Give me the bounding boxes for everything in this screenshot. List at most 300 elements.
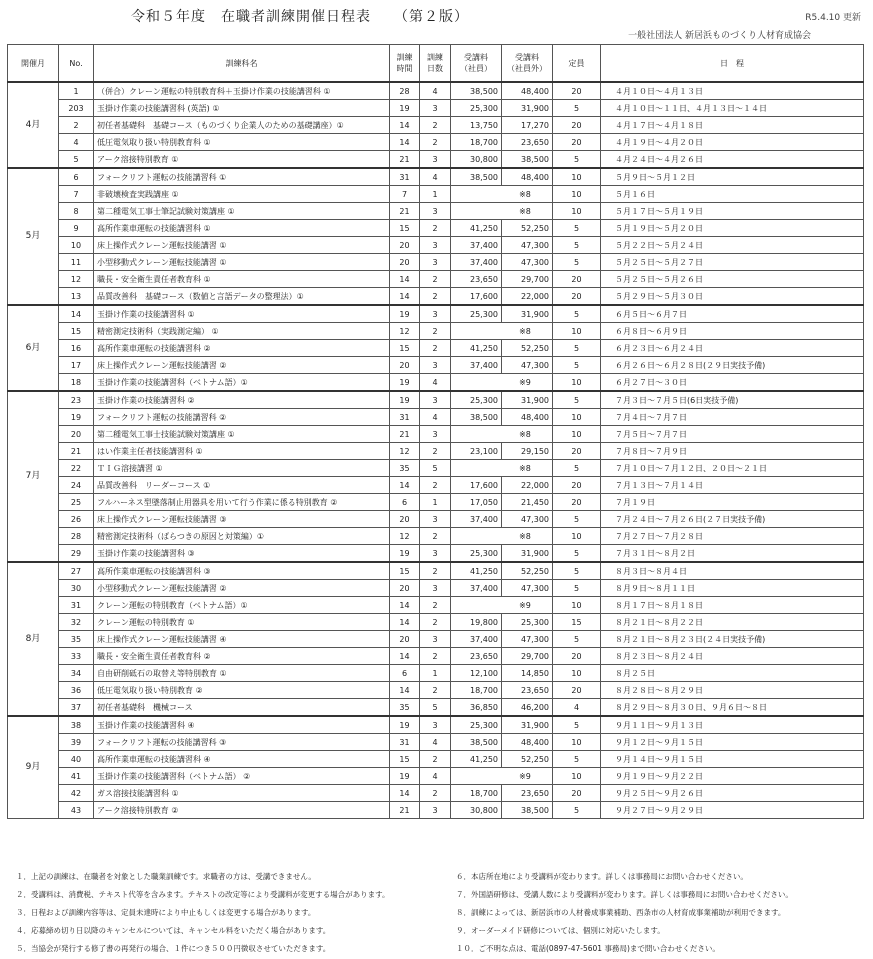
fee-nonmember: 38,500 bbox=[502, 802, 553, 819]
table-row bbox=[8, 734, 864, 751]
table-row bbox=[8, 460, 864, 477]
table-row bbox=[8, 545, 864, 563]
table-row bbox=[8, 220, 864, 237]
course-number: 22 bbox=[59, 460, 94, 477]
fee-member: 25,300 bbox=[451, 545, 502, 563]
course-number: 5 bbox=[59, 151, 94, 169]
course-name: 床上操作式クレーン運転技能講習 ② bbox=[94, 357, 390, 374]
schedule-dates: ８月１７日～８月１８日 bbox=[601, 597, 864, 614]
training-hours: 31 bbox=[390, 168, 420, 186]
schedule-dates: ４月１７日～４月１８日 bbox=[601, 117, 864, 134]
schedule-dates: ４月１０日～１１日、４月１３日～１４日 bbox=[601, 100, 864, 117]
schedule-dates: ５月１７日～５月１９日 bbox=[601, 203, 864, 220]
table-row bbox=[8, 323, 864, 340]
schedule-dates: ６月２６日～６月２８日(２９日実技予備) bbox=[601, 357, 864, 374]
capacity: 5 bbox=[553, 802, 601, 819]
schedule-dates: ７月４日～７月７日 bbox=[601, 409, 864, 426]
schedule-dates: ７月８日～７月９日 bbox=[601, 443, 864, 460]
course-name: アーク溶接特別教育 ① bbox=[94, 151, 390, 169]
table-row bbox=[8, 751, 864, 768]
training-days: 3 bbox=[420, 203, 451, 220]
course-number: 31 bbox=[59, 597, 94, 614]
month-label: 6月 bbox=[8, 305, 59, 391]
capacity: 5 bbox=[553, 391, 601, 409]
training-days: 3 bbox=[420, 237, 451, 254]
training-days: 2 bbox=[420, 751, 451, 768]
training-hours: 19 bbox=[390, 374, 420, 392]
training-days: 2 bbox=[420, 528, 451, 545]
course-name: 自由研削砥石の取替え等特別教育 ① bbox=[94, 665, 390, 682]
training-days: 4 bbox=[420, 374, 451, 392]
training-days: 2 bbox=[420, 117, 451, 134]
training-hours: 35 bbox=[390, 699, 420, 717]
schedule-dates: ７月２７日～７月２８日 bbox=[601, 528, 864, 545]
course-name: 高所作業車運転の技能講習科 ③ bbox=[94, 562, 390, 580]
training-hours: 12 bbox=[390, 443, 420, 460]
course-number: 25 bbox=[59, 494, 94, 511]
capacity: 20 bbox=[553, 477, 601, 494]
note-item: ３．日程および訓練内容等は、定員未達時により中止もしくは変更する場合があります。 bbox=[16, 908, 316, 917]
fee-member: 18,700 bbox=[451, 134, 502, 151]
course-name: 初任者基礎科 機械コース bbox=[94, 699, 390, 717]
note-item: ６．本店所在地により受講料が変わります。詳しくは事務局にお問い合わせください。 bbox=[456, 872, 748, 881]
course-number: 21 bbox=[59, 443, 94, 460]
training-days: 4 bbox=[420, 768, 451, 785]
course-number: 36 bbox=[59, 682, 94, 699]
fee-nonmember: 31,900 bbox=[502, 100, 553, 117]
training-days: 2 bbox=[420, 443, 451, 460]
schedule-dates: ６月８日～６月９日 bbox=[601, 323, 864, 340]
course-number: 7 bbox=[59, 186, 94, 203]
schedule-dates: ６月２３日～６月２４日 bbox=[601, 340, 864, 357]
fee-member: 37,400 bbox=[451, 631, 502, 648]
course-name: 低圧電気取り扱い特別教育科 ① bbox=[94, 134, 390, 151]
course-name: 小型移動式クレーン運転技能講習 ② bbox=[94, 580, 390, 597]
training-hours: 15 bbox=[390, 220, 420, 237]
capacity: 20 bbox=[553, 82, 601, 100]
note-item: １０．ご不明な点は、電話(0897-47-5601 事務局)まで問い合わせください。 bbox=[456, 944, 720, 953]
fee-member: 37,400 bbox=[451, 237, 502, 254]
capacity: 5 bbox=[553, 751, 601, 768]
fee-member: 30,800 bbox=[451, 802, 502, 819]
course-number: 27 bbox=[59, 562, 94, 580]
capacity: 5 bbox=[553, 237, 601, 254]
fee-member: 36,850 bbox=[451, 699, 502, 717]
capacity: 20 bbox=[553, 288, 601, 306]
table-row bbox=[8, 186, 864, 203]
training-hours: 21 bbox=[390, 802, 420, 819]
fee-member: 41,250 bbox=[451, 220, 502, 237]
fee-nonmember: 29,700 bbox=[502, 271, 553, 288]
schedule-dates: ９月１１日～９月１３日 bbox=[601, 716, 864, 734]
schedule-dates: ８月９日～８月１１日 bbox=[601, 580, 864, 597]
schedule-dates: ８月２８日～８月２９日 bbox=[601, 682, 864, 699]
training-hours: 20 bbox=[390, 631, 420, 648]
table-row bbox=[8, 426, 864, 443]
fee-member: 17,600 bbox=[451, 288, 502, 306]
capacity: 5 bbox=[553, 151, 601, 169]
training-days: 2 bbox=[420, 597, 451, 614]
training-days: 3 bbox=[420, 254, 451, 271]
course-name: 玉掛け作業の技能講習科 (英語) ① bbox=[94, 100, 390, 117]
fee-member: 38,500 bbox=[451, 734, 502, 751]
training-hours: 20 bbox=[390, 580, 420, 597]
training-days: 4 bbox=[420, 82, 451, 100]
table-row bbox=[8, 151, 864, 169]
course-name: 職長・安全衛生責任者教育科 ① bbox=[94, 271, 390, 288]
training-hours: 35 bbox=[390, 460, 420, 477]
training-hours: 28 bbox=[390, 82, 420, 100]
fee-member: 30,800 bbox=[451, 151, 502, 169]
schedule-dates: ５月２２日～５月２４日 bbox=[601, 237, 864, 254]
header-schedule: 日 程 bbox=[601, 45, 864, 83]
table-row bbox=[8, 168, 864, 186]
course-name: ＴＩＧ溶接講習 ① bbox=[94, 460, 390, 477]
course-name: 床上操作式クレーン運転技能講習 ① bbox=[94, 237, 390, 254]
capacity: 5 bbox=[553, 545, 601, 563]
fee-note: ※8 bbox=[451, 528, 553, 545]
fee-nonmember: 47,300 bbox=[502, 511, 553, 528]
training-hours: 19 bbox=[390, 545, 420, 563]
course-number: 34 bbox=[59, 665, 94, 682]
training-hours: 19 bbox=[390, 391, 420, 409]
note-item: ４．応募締め切り日以降のキャンセルについては、キャンセル料をいただく場合があります。 bbox=[16, 926, 331, 935]
capacity: 5 bbox=[553, 716, 601, 734]
capacity: 10 bbox=[553, 374, 601, 392]
training-hours: 19 bbox=[390, 768, 420, 785]
schedule-dates: ８月３日～８月４日 bbox=[601, 562, 864, 580]
training-hours: 14 bbox=[390, 682, 420, 699]
training-days: 5 bbox=[420, 460, 451, 477]
table-row bbox=[8, 134, 864, 151]
table-row bbox=[8, 785, 864, 802]
training-days: 3 bbox=[420, 426, 451, 443]
fee-member: 17,050 bbox=[451, 494, 502, 511]
fee-member: 25,300 bbox=[451, 100, 502, 117]
schedule-dates: ７月２４日～７月２６日(２７日実技予備) bbox=[601, 511, 864, 528]
training-hours: 14 bbox=[390, 648, 420, 665]
fee-nonmember: 31,900 bbox=[502, 391, 553, 409]
training-hours: 14 bbox=[390, 614, 420, 631]
schedule-dates: ８月２３日～８月２４日 bbox=[601, 648, 864, 665]
training-hours: 6 bbox=[390, 665, 420, 682]
fee-note: ※9 bbox=[451, 374, 553, 392]
fee-member: 18,700 bbox=[451, 785, 502, 802]
fee-nonmember: 23,650 bbox=[502, 134, 553, 151]
schedule-dates: ５月２９日～５月３０日 bbox=[601, 288, 864, 306]
fee-member: 37,400 bbox=[451, 254, 502, 271]
capacity: 5 bbox=[553, 220, 601, 237]
capacity: 5 bbox=[553, 580, 601, 597]
training-days: 2 bbox=[420, 785, 451, 802]
training-days: 3 bbox=[420, 580, 451, 597]
table-row bbox=[8, 100, 864, 117]
fee-nonmember: 48,400 bbox=[502, 409, 553, 426]
training-hours: 14 bbox=[390, 477, 420, 494]
course-name: 玉掛け作業の技能講習科 ① bbox=[94, 305, 390, 323]
capacity: 15 bbox=[553, 614, 601, 631]
capacity: 10 bbox=[553, 186, 601, 203]
fee-member: 19,800 bbox=[451, 614, 502, 631]
course-name: 床上操作式クレーン運転技能講習 ④ bbox=[94, 631, 390, 648]
schedule-table bbox=[7, 44, 864, 819]
table-row bbox=[8, 117, 864, 134]
fee-member: 38,500 bbox=[451, 82, 502, 100]
schedule-dates: ４月１０日～４月１３日 bbox=[601, 82, 864, 100]
schedule-dates: ９月２５日～９月２６日 bbox=[601, 785, 864, 802]
fee-nonmember: 52,250 bbox=[502, 340, 553, 357]
training-hours: 19 bbox=[390, 716, 420, 734]
course-number: 11 bbox=[59, 254, 94, 271]
course-name: アーク溶接特別教育 ② bbox=[94, 802, 390, 819]
month-label: 9月 bbox=[8, 716, 59, 819]
fee-nonmember: 47,300 bbox=[502, 580, 553, 597]
header-fee-member: 受講料 （社員） bbox=[451, 45, 502, 83]
course-name: 初任者基礎科 基礎コース（ものづくり企業人のための基礎講座）① bbox=[94, 117, 390, 134]
course-number: 17 bbox=[59, 357, 94, 374]
fee-member: 18,700 bbox=[451, 682, 502, 699]
schedule-dates: ６月２７日～３０日 bbox=[601, 374, 864, 392]
fee-nonmember: 14,850 bbox=[502, 665, 553, 682]
fee-member: 37,400 bbox=[451, 357, 502, 374]
fee-member: 17,600 bbox=[451, 477, 502, 494]
training-hours: 20 bbox=[390, 254, 420, 271]
fee-member: 13,750 bbox=[451, 117, 502, 134]
schedule-dates: ７月３１日～８月２日 bbox=[601, 545, 864, 563]
capacity: 20 bbox=[553, 494, 601, 511]
table-row bbox=[8, 443, 864, 460]
course-name: 職長・安全衛生責任者教育科 ② bbox=[94, 648, 390, 665]
course-name: 品質改善科 基礎コース（数値と言語データの整理法）① bbox=[94, 288, 390, 306]
capacity: 10 bbox=[553, 323, 601, 340]
training-days: 2 bbox=[420, 682, 451, 699]
course-name: 高所作業車運転の技能講習科 ② bbox=[94, 340, 390, 357]
fee-nonmember: 31,900 bbox=[502, 305, 553, 323]
training-days: 3 bbox=[420, 391, 451, 409]
table-row bbox=[8, 597, 864, 614]
course-name: 玉掛け作業の技能講習科 ③ bbox=[94, 545, 390, 563]
training-days: 3 bbox=[420, 631, 451, 648]
course-number: 30 bbox=[59, 580, 94, 597]
fee-nonmember: 23,650 bbox=[502, 682, 553, 699]
training-hours: 21 bbox=[390, 203, 420, 220]
fee-nonmember: 23,650 bbox=[502, 785, 553, 802]
capacity: 5 bbox=[553, 460, 601, 477]
table-row bbox=[8, 271, 864, 288]
training-hours: 15 bbox=[390, 751, 420, 768]
course-number: 35 bbox=[59, 631, 94, 648]
course-name: 非破壊検査実践講座 ① bbox=[94, 186, 390, 203]
course-name: 品質改善科 リーダーコース ① bbox=[94, 477, 390, 494]
table-row bbox=[8, 511, 864, 528]
course-number: 37 bbox=[59, 699, 94, 717]
course-name: 玉掛け作業の技能講習科（ベトナム語） ② bbox=[94, 768, 390, 785]
course-number: 26 bbox=[59, 511, 94, 528]
course-name: ガス溶接技能講習科 ① bbox=[94, 785, 390, 802]
course-number: 4 bbox=[59, 134, 94, 151]
course-number: 28 bbox=[59, 528, 94, 545]
capacity: 10 bbox=[553, 665, 601, 682]
training-hours: 15 bbox=[390, 562, 420, 580]
course-name: 玉掛け作業の技能講習科（ベトナム語）① bbox=[94, 374, 390, 392]
schedule-dates: ７月１０日～７月１２日、２０日～２１日 bbox=[601, 460, 864, 477]
training-days: 2 bbox=[420, 614, 451, 631]
course-name: 床上操作式クレーン運転技能講習 ③ bbox=[94, 511, 390, 528]
note-item: ２．受講料は、消費税、テキスト代等を含みます。テキストの改定等により受講料が変更する場合があります。 bbox=[16, 890, 390, 899]
capacity: 10 bbox=[553, 734, 601, 751]
header-hours: 訓練 時間 bbox=[390, 45, 420, 83]
month-label: 8月 bbox=[8, 562, 59, 716]
notes-right bbox=[456, 868, 793, 958]
course-number: 18 bbox=[59, 374, 94, 392]
course-name: フルハーネス型墜落制止用器具を用いて行う作業に係る特別教育 ② bbox=[94, 494, 390, 511]
table-row bbox=[8, 477, 864, 494]
header-month: 開催月 bbox=[8, 45, 59, 83]
table-row bbox=[8, 665, 864, 682]
training-days: 2 bbox=[420, 220, 451, 237]
course-number: 10 bbox=[59, 237, 94, 254]
fee-nonmember: 29,700 bbox=[502, 648, 553, 665]
capacity: 10 bbox=[553, 426, 601, 443]
training-hours: 14 bbox=[390, 597, 420, 614]
fee-nonmember: 47,300 bbox=[502, 237, 553, 254]
notes-left bbox=[16, 868, 390, 958]
capacity: 20 bbox=[553, 117, 601, 134]
schedule-dates: ８月２１日～８月２３日(２４日実技予備) bbox=[601, 631, 864, 648]
table-row bbox=[8, 305, 864, 323]
fee-member: 12,100 bbox=[451, 665, 502, 682]
course-number: 19 bbox=[59, 409, 94, 426]
schedule-dates: ８月２５日 bbox=[601, 665, 864, 682]
fee-member: 25,300 bbox=[451, 391, 502, 409]
training-days: 3 bbox=[420, 305, 451, 323]
training-days: 3 bbox=[420, 802, 451, 819]
capacity: 5 bbox=[553, 305, 601, 323]
course-number: 9 bbox=[59, 220, 94, 237]
course-name: （併合）クレーン運転の特別教育科＋玉掛け作業の技能講習科 ① bbox=[94, 82, 390, 100]
fee-member: 23,650 bbox=[451, 648, 502, 665]
training-hours: 20 bbox=[390, 357, 420, 374]
training-days: 3 bbox=[420, 100, 451, 117]
course-number: 16 bbox=[59, 340, 94, 357]
table-row bbox=[8, 580, 864, 597]
training-days: 5 bbox=[420, 699, 451, 717]
training-hours: 14 bbox=[390, 288, 420, 306]
course-name: フォークリフト運転の技能講習科 ① bbox=[94, 168, 390, 186]
course-number: 24 bbox=[59, 477, 94, 494]
capacity: 20 bbox=[553, 271, 601, 288]
schedule-dates: ８月２１日～８月２２日 bbox=[601, 614, 864, 631]
training-days: 3 bbox=[420, 545, 451, 563]
fee-member: 41,250 bbox=[451, 340, 502, 357]
course-number: 6 bbox=[59, 168, 94, 186]
fee-member: 41,250 bbox=[451, 751, 502, 768]
training-hours: 12 bbox=[390, 528, 420, 545]
month-label: 5月 bbox=[8, 168, 59, 305]
table-row bbox=[8, 614, 864, 631]
training-hours: 20 bbox=[390, 237, 420, 254]
fee-nonmember: 52,250 bbox=[502, 751, 553, 768]
training-hours: 6 bbox=[390, 494, 420, 511]
schedule-dates: ５月２５日～５月２６日 bbox=[601, 271, 864, 288]
training-hours: 20 bbox=[390, 511, 420, 528]
capacity: 5 bbox=[553, 631, 601, 648]
course-number: 41 bbox=[59, 768, 94, 785]
fee-member: 25,300 bbox=[451, 305, 502, 323]
training-hours: 14 bbox=[390, 134, 420, 151]
training-days: 4 bbox=[420, 168, 451, 186]
fee-nonmember: 47,300 bbox=[502, 631, 553, 648]
course-number: 23 bbox=[59, 391, 94, 409]
table-row bbox=[8, 254, 864, 271]
schedule-dates: ５月２５日～５月２７日 bbox=[601, 254, 864, 271]
table-row bbox=[8, 288, 864, 306]
capacity: 5 bbox=[553, 254, 601, 271]
training-days: 3 bbox=[420, 357, 451, 374]
capacity: 5 bbox=[553, 357, 601, 374]
fee-nonmember: 52,250 bbox=[502, 220, 553, 237]
schedule-dates: ４月２４日～４月２６日 bbox=[601, 151, 864, 169]
course-number: 40 bbox=[59, 751, 94, 768]
course-number: 13 bbox=[59, 288, 94, 306]
course-number: 203 bbox=[59, 100, 94, 117]
training-hours: 19 bbox=[390, 305, 420, 323]
schedule-dates: ７月１９日 bbox=[601, 494, 864, 511]
course-number: 42 bbox=[59, 785, 94, 802]
header-days: 訓練 日数 bbox=[420, 45, 451, 83]
note-item: ９．オーダーメイド研修については、個別に対応いたします。 bbox=[456, 926, 665, 935]
schedule-dates: ９月１９日～９月２２日 bbox=[601, 768, 864, 785]
schedule-dates: ９月１２日～９月１５日 bbox=[601, 734, 864, 751]
month-label: 7月 bbox=[8, 391, 59, 562]
training-days: 2 bbox=[420, 323, 451, 340]
training-days: 2 bbox=[420, 648, 451, 665]
note-item: ５．当協会が発行する修了書の再発行の場合、１件につき５００円徴収させていただきます。 bbox=[16, 944, 331, 953]
fee-note: ※9 bbox=[451, 768, 553, 785]
training-days: 1 bbox=[420, 494, 451, 511]
course-number: 33 bbox=[59, 648, 94, 665]
training-days: 2 bbox=[420, 134, 451, 151]
capacity: 20 bbox=[553, 785, 601, 802]
capacity: 20 bbox=[553, 648, 601, 665]
training-hours: 14 bbox=[390, 271, 420, 288]
fee-note: ※8 bbox=[451, 460, 553, 477]
course-name: フォークリフト運転の技能講習科 ③ bbox=[94, 734, 390, 751]
fee-note: ※8 bbox=[451, 323, 553, 340]
schedule-dates: ５月９日～５月１２日 bbox=[601, 168, 864, 186]
course-number: 29 bbox=[59, 545, 94, 563]
revision-date: R5.4.10 更新 bbox=[805, 13, 861, 23]
course-number: 38 bbox=[59, 716, 94, 734]
capacity: 10 bbox=[553, 768, 601, 785]
fee-nonmember: 22,000 bbox=[502, 288, 553, 306]
training-days: 3 bbox=[420, 511, 451, 528]
table-row bbox=[8, 716, 864, 734]
table-row bbox=[8, 237, 864, 254]
course-number: 32 bbox=[59, 614, 94, 631]
fee-nonmember: 25,300 bbox=[502, 614, 553, 631]
fee-nonmember: 47,300 bbox=[502, 357, 553, 374]
table-row bbox=[8, 340, 864, 357]
header-course: 訓練科名 bbox=[94, 45, 390, 83]
schedule-dates: ８月２９日～８月３０日、９月６日～８日 bbox=[601, 699, 864, 717]
fee-nonmember: 21,450 bbox=[502, 494, 553, 511]
course-name: 低圧電気取り扱い特別教育 ② bbox=[94, 682, 390, 699]
training-days: 4 bbox=[420, 409, 451, 426]
header-capacity: 定員 bbox=[553, 45, 601, 83]
course-name: 高所作業車運転の技能講習科 ① bbox=[94, 220, 390, 237]
fee-nonmember: 47,300 bbox=[502, 254, 553, 271]
